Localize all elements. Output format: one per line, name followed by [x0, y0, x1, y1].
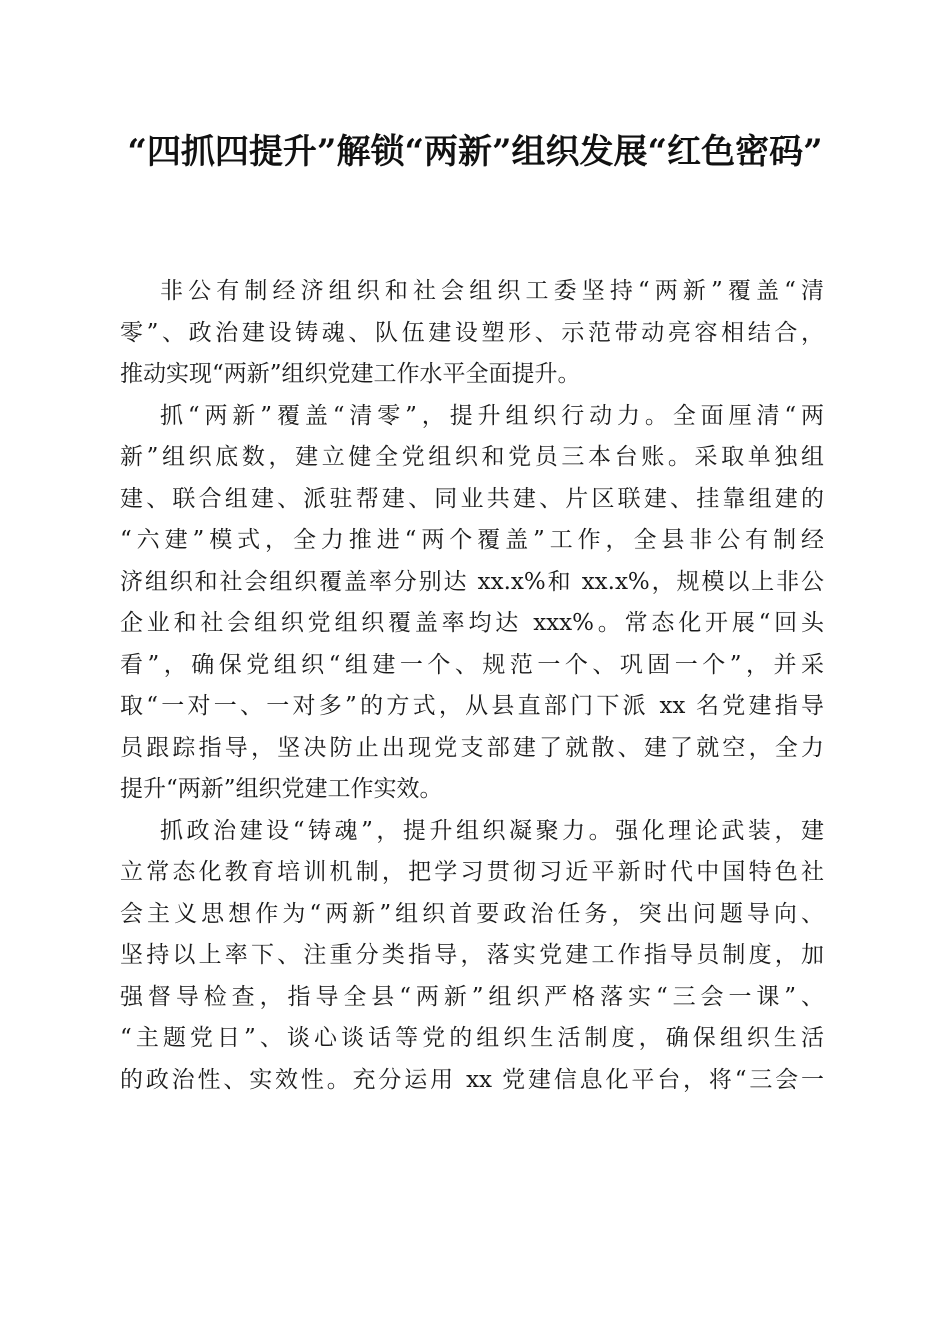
text-line: 会主义思想作为“两新”组织首要政治任务，突出问题导向、 — [120, 900, 824, 927]
text-line: 非公有制经济组织和社会组织工委坚持“两新”覆盖“清 — [160, 278, 824, 304]
text-line: 抓政治建设“铸魂”，提升组织凝聚力。强化理论武装，建 — [160, 817, 824, 844]
text-line: 强督导检查，指导全县“两新”组织严格落实“三会一课”、 — [120, 983, 824, 1010]
document-title: “四抓四提升”解锁“两新”组织发展“红色密码” — [127, 132, 823, 172]
text-line: 的政治性、实效性。充分运用 xx 党建信息化平台，将“三会一 — [120, 1066, 824, 1093]
paragraph-coverage — [120, 396, 824, 811]
paragraph-political — [120, 811, 824, 1102]
text-line: 员跟踪指导，坚决防止出现党支部建了就散、建了就空，全力 — [120, 734, 824, 761]
text-line: 建、联合组建、派驻帮建、同业共建、片区联建、挂靠组建的 — [120, 485, 824, 512]
text-line: 抓“两新”覆盖“清零”，提升组织行动力。全面厘清“两 — [160, 402, 824, 429]
paragraph-intro — [120, 271, 824, 396]
text-line: 推动实现“两新”组织党建工作水平全面提升。 — [120, 361, 581, 387]
text-line: 零”、政治建设铸魂、队伍建设塑形、示范带动亮容相结合， — [120, 319, 824, 346]
text-line: 坚持以上率下、注重分类指导，落实党建工作指导员制度，加 — [120, 942, 824, 968]
text-line: 提升“两新”组织党建工作实效。 — [120, 776, 443, 802]
text-line: “六建”模式，全力推进“两个覆盖”工作，全县非公有制经 — [120, 527, 824, 553]
text-line: 济组织和社会组织覆盖率分别达 xx.x%和 xx.x%，规模以上非公 — [120, 568, 824, 595]
document-body — [120, 271, 824, 1101]
text-line: 企业和社会组织党组织覆盖率均达 xxx%。常态化开展“回头 — [120, 610, 824, 636]
text-line: “主题党日”、谈心谈话等党的组织生活制度，确保组织生活 — [120, 1025, 824, 1051]
text-line: 立常态化教育培训机制，把学习贯彻习近平新时代中国特色社 — [120, 859, 824, 885]
text-line: 看”，确保党组织“组建一个、规范一个、巩固一个”，并采 — [120, 651, 824, 678]
text-line: 新”组织底数，建立健全党组织和党员三本台账。采取单独组 — [120, 444, 824, 470]
text-line: 取“一对一、一对多”的方式，从县直部门下派 xx 名党建指导 — [120, 693, 824, 719]
